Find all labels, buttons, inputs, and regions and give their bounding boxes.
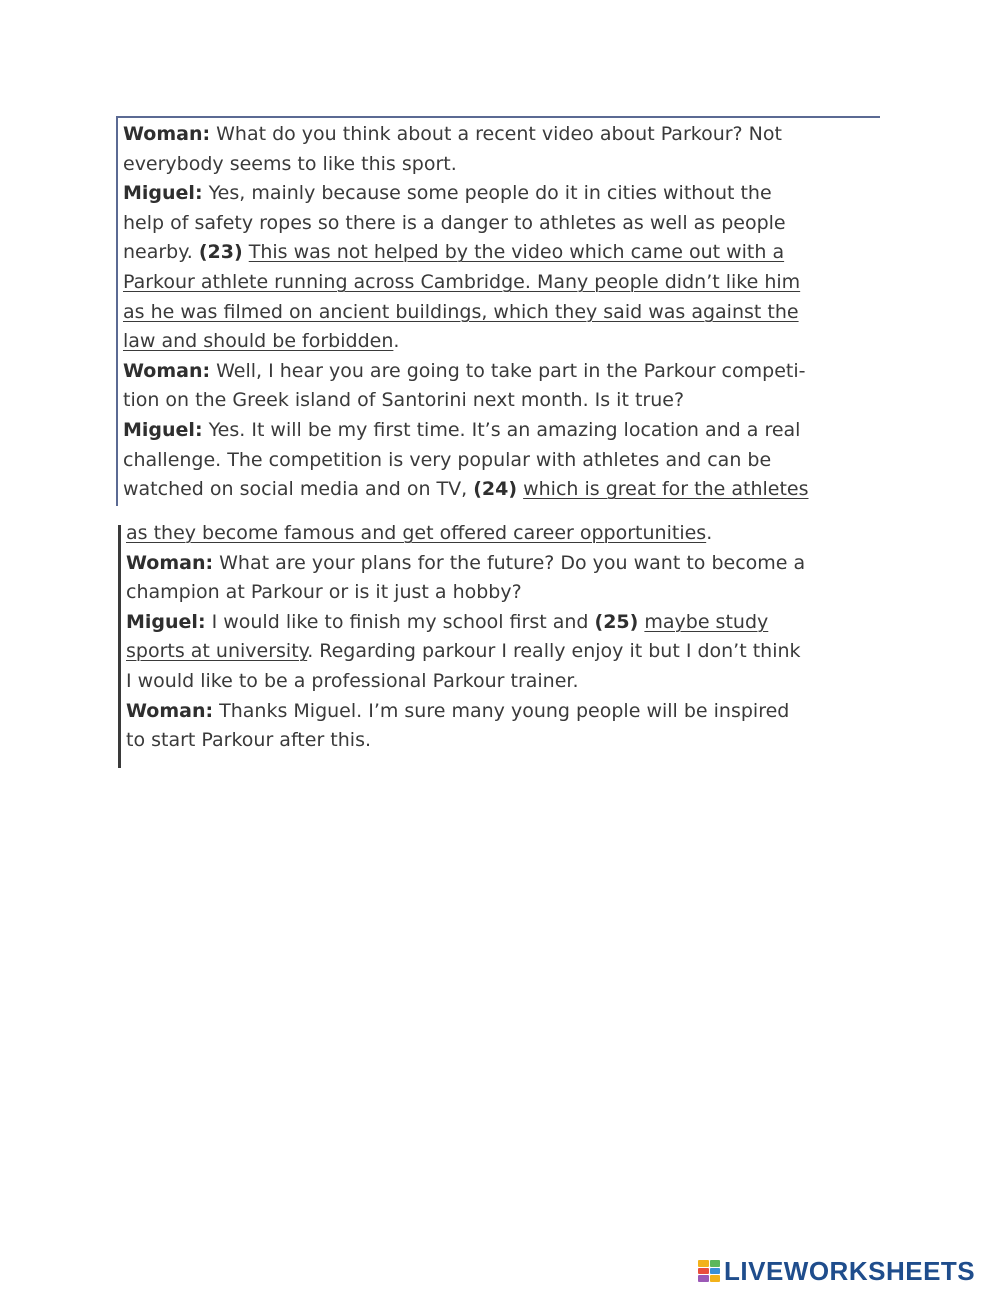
logo-tile <box>698 1268 709 1275</box>
dialogue-line <box>123 357 863 387</box>
line-text: . <box>393 330 400 353</box>
dialogue-line <box>126 697 871 727</box>
speaker-label: Miguel: <box>126 610 206 633</box>
speaker-label: Woman: <box>126 699 214 722</box>
line-text: help of safety ropes so there is a danger to athletes as well as people <box>123 211 786 234</box>
line-text: watched on social media and on TV, <box>123 478 474 501</box>
logo-tile <box>710 1260 721 1267</box>
line-text: . Regarding parkour I really enjoy it but I don’t think <box>307 640 801 663</box>
question-number: (23) <box>198 241 243 264</box>
question-number: (25) <box>594 610 639 633</box>
underlined-answer: sports at university <box>126 640 308 663</box>
dialogue-line <box>123 327 863 357</box>
dialogue-line <box>126 578 871 608</box>
line-text: . <box>706 522 713 544</box>
underlined-answer: as they become famous and get offered career opportunities <box>126 522 707 544</box>
dialogue-line <box>123 446 863 476</box>
dialogue-line <box>126 667 871 697</box>
line-text: nearby. <box>123 241 199 264</box>
line-text: challenge. The competition is very popular with athletes and can be <box>123 448 772 471</box>
dialogue-line <box>126 549 871 579</box>
underlined-answer: as he was filmed on ancient buildings, which they said was against the <box>123 300 799 323</box>
dialogue-line <box>123 416 863 446</box>
dialogue-line <box>123 150 863 180</box>
line-text: everybody seems to like this sport. <box>123 152 457 175</box>
line-text: What do you think about a recent video about Parkour? Not <box>210 123 782 145</box>
question-number: (24) <box>473 478 518 501</box>
speaker-label: Miguel: <box>123 182 203 205</box>
line-text: champion at Parkour or is it just a hobby? <box>126 581 522 604</box>
line-text: tion on the Greek island of Santorini next month. Is it true? <box>123 389 685 412</box>
dialogue-part-2 <box>126 519 871 756</box>
liveworksheets-logo-icon <box>698 1260 720 1282</box>
logo-text: LIVEWORKSHEETS <box>724 1255 976 1286</box>
liveworksheets-logo[interactable] <box>698 1256 975 1286</box>
dialogue-line <box>123 238 863 268</box>
speaker-label: Miguel: <box>123 418 203 441</box>
line-text: Yes, mainly because some people do it in cities without the <box>202 182 772 205</box>
logo-tile <box>698 1275 709 1282</box>
speaker-label: Woman: <box>126 551 214 574</box>
line-text: I would like to be a professional Parkour trainer. <box>126 669 579 692</box>
frame-top-border <box>117 116 880 118</box>
dialogue-line <box>123 386 863 416</box>
underlined-answer: maybe study <box>644 610 769 633</box>
dialogue-part-1 <box>123 120 863 505</box>
dialogue-line <box>126 519 871 549</box>
logo-tile <box>698 1260 709 1267</box>
line-text: Yes. It will be my first time. It’s an amazing location and a real <box>202 418 801 441</box>
line-text: I would like to finish my school first and <box>205 610 595 633</box>
line-text: What are your plans for the future? Do you want to become a <box>213 551 806 574</box>
underlined-answer: law and should be forbidden <box>123 330 394 353</box>
dialogue-line <box>123 475 863 505</box>
dialogue-line <box>126 608 871 638</box>
frame-left-border <box>116 116 118 506</box>
frame-left-border-lower <box>118 525 121 768</box>
logo-tile <box>710 1275 721 1282</box>
logo-tile <box>710 1268 721 1275</box>
line-text: to start Parkour after this. <box>126 729 372 752</box>
dialogue-line <box>123 179 863 209</box>
line-text: Thanks Miguel. I’m sure many young people will be inspired <box>213 699 790 722</box>
dialogue-line <box>126 637 871 667</box>
underlined-answer: which is great for the athletes <box>523 478 809 501</box>
dialogue-line <box>123 120 863 150</box>
speaker-label: Woman: <box>123 123 211 145</box>
underlined-answer: Parkour athlete running across Cambridge. Many people didn’t like him <box>123 270 801 293</box>
dialogue-line <box>123 209 863 239</box>
line-text: Well, I hear you are going to take part in the Parkour competi- <box>210 359 806 382</box>
dialogue-line <box>123 298 863 328</box>
dialogue-line <box>126 726 871 756</box>
dialogue-line <box>123 268 863 298</box>
speaker-label: Woman: <box>123 359 211 382</box>
underlined-answer: This was not helped by the video which came out with a <box>248 241 785 264</box>
